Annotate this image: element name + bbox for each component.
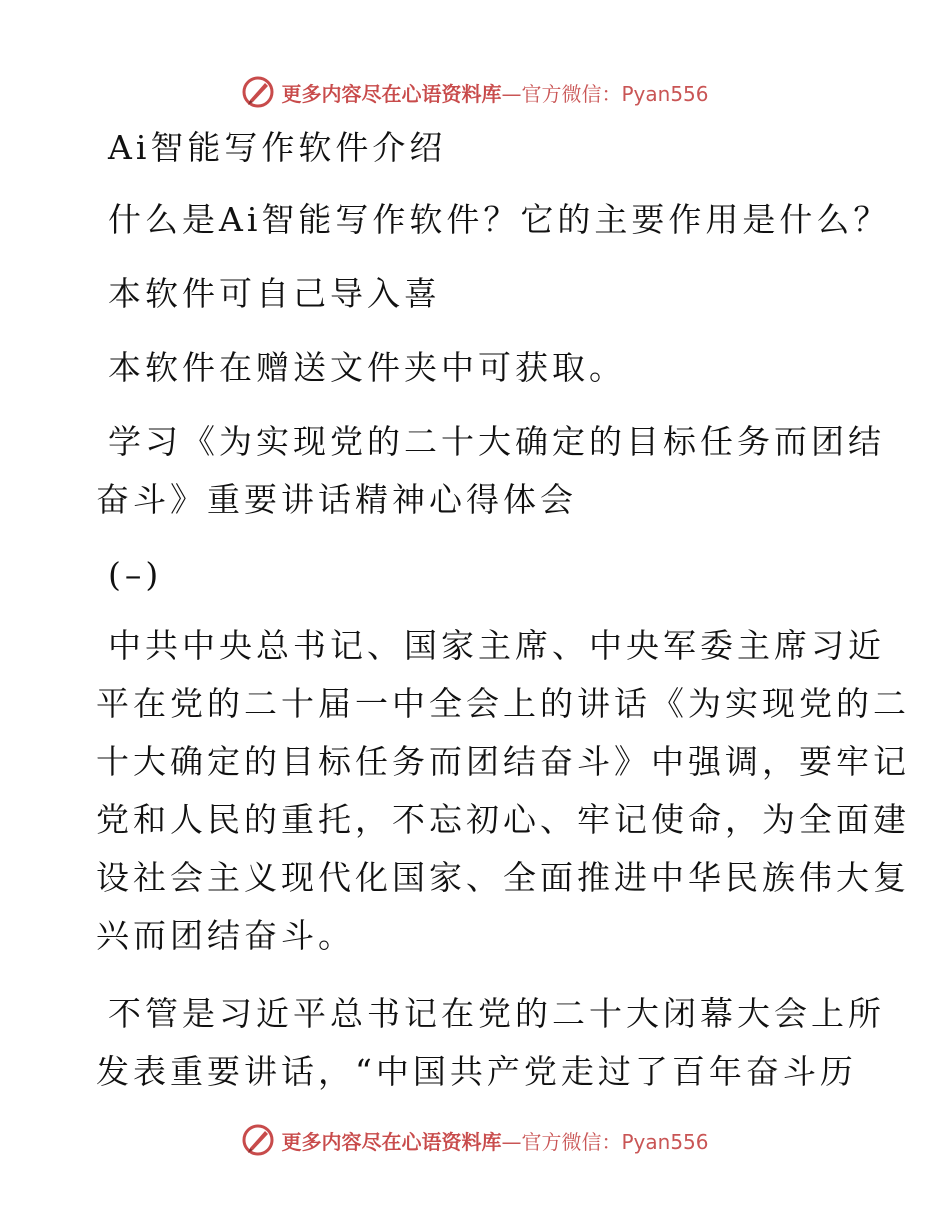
watermark-wechat-label: 官方微信： [521, 1129, 622, 1154]
watermark-wechat-id: Pyan556 [621, 1129, 709, 1154]
doc-line: 中共中央总书记、国家主席、中央军委主席习近 [108, 626, 885, 665]
watermark-text [281, 78, 708, 107]
doc-line: 本软件可自己导入喜 [108, 274, 441, 313]
watermark-wechat-label: 官方微信： [521, 81, 622, 106]
doc-line: 兴而团结奋斗。 [96, 916, 355, 955]
quill-logo-icon [241, 75, 275, 109]
doc-line: 本软件在赠送文件夹中可获取。 [108, 348, 626, 387]
doc-line: 党和人民的重托，不忘初心、牢记使命，为全面建 [96, 800, 910, 839]
doc-line: (–) [108, 555, 163, 594]
header-watermark-banner [0, 70, 950, 114]
footer-watermark-banner [0, 1118, 950, 1162]
watermark-text [281, 1126, 708, 1155]
doc-line: 平在党的二十届一中全会上的讲话《为实现党的二 [96, 684, 910, 723]
doc-line: 学习《为实现党的二十大确定的目标任务而团结 [108, 422, 885, 461]
doc-line: 什么是Ai智能写作软件？它的主要作用是什么？ [108, 200, 891, 239]
doc-line: 设社会主义现代化国家、全面推进中华民族伟大复 [96, 858, 910, 897]
watermark-lead: 更多内容尽在心语资料库 [281, 81, 502, 106]
doc-line: 奋斗》重要讲话精神心得体会 [96, 480, 577, 519]
doc-line: 发表重要讲话，“中国共产党走过了百年奋斗历 [96, 1052, 857, 1091]
watermark-dash: — [501, 81, 522, 106]
watermark-dash: — [501, 1129, 522, 1154]
doc-line: 不管是习近平总书记在党的二十大闭幕大会上所 [108, 994, 885, 1033]
quill-logo-icon [241, 1123, 275, 1157]
doc-line: 十大确定的目标任务而团结奋斗》中强调，要牢记 [96, 742, 910, 781]
watermark-lead: 更多内容尽在心语资料库 [281, 1129, 502, 1154]
watermark-wechat-id: Pyan556 [621, 81, 709, 106]
doc-line: Ai智能写作软件介绍 [108, 128, 447, 167]
